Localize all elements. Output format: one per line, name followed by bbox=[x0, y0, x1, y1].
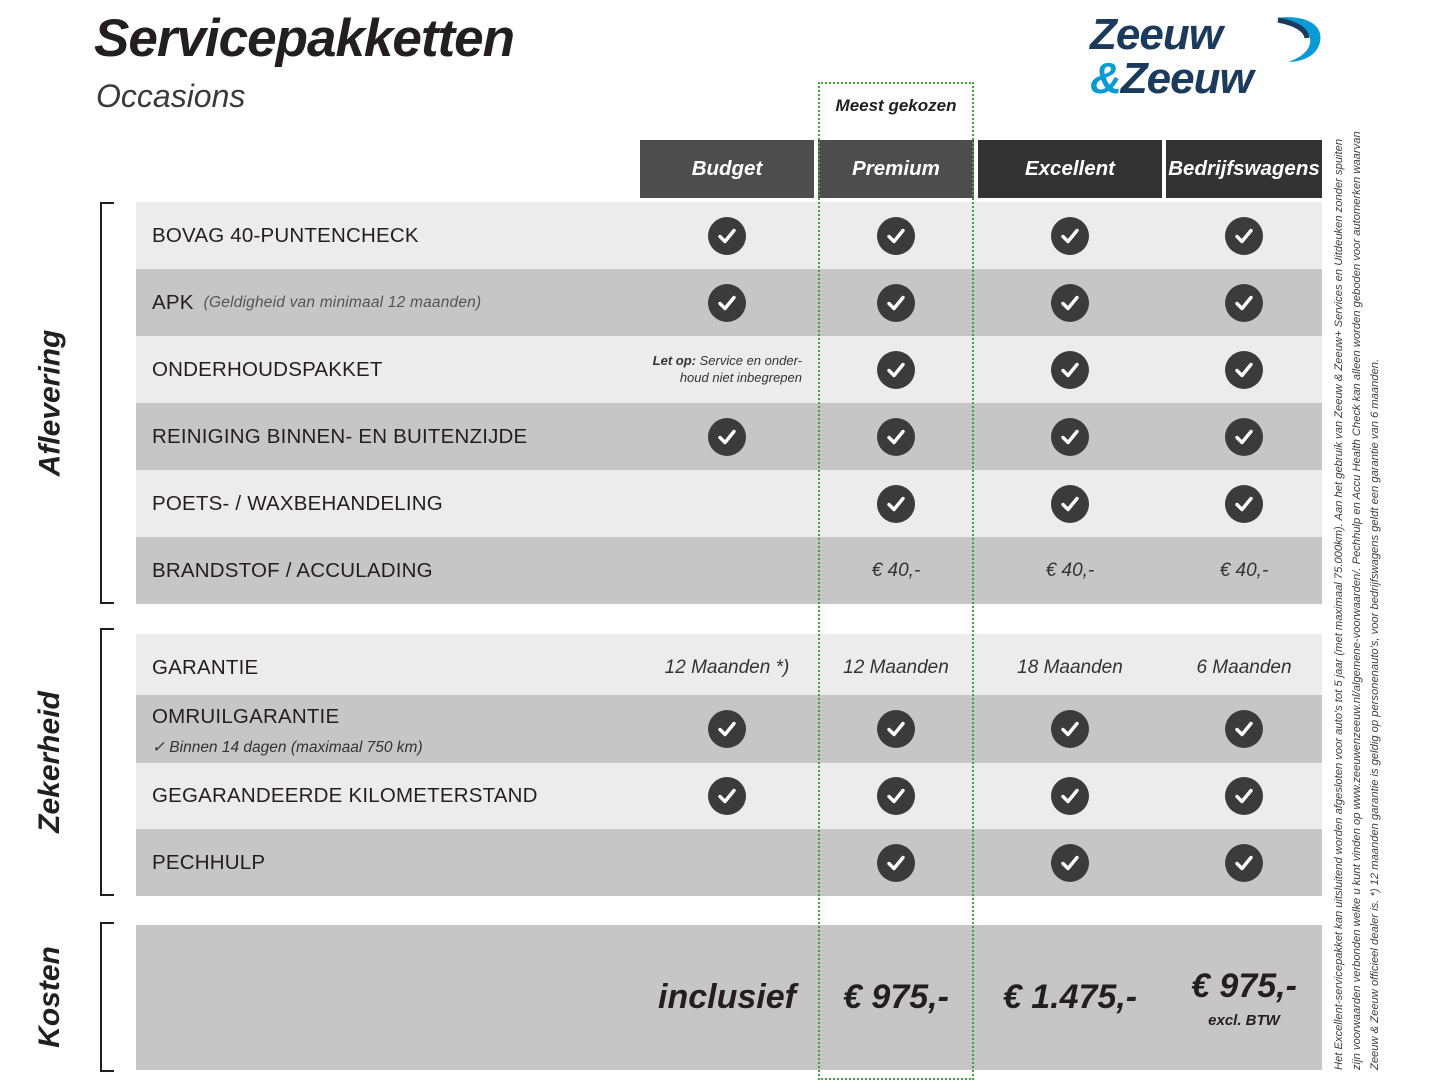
column-header-excellent: Excellent bbox=[978, 140, 1162, 198]
table-row bbox=[136, 269, 1322, 336]
check-icon bbox=[708, 418, 746, 456]
cell-omruilgarantie-premium bbox=[818, 695, 974, 763]
cell-onderhoudspakket-excellent bbox=[978, 336, 1162, 403]
cell-garantie-bedrijfswagens: 6 Maanden bbox=[1196, 656, 1292, 678]
check-icon bbox=[1225, 777, 1263, 815]
table-row bbox=[136, 634, 1322, 701]
check-icon bbox=[708, 777, 746, 815]
cell-reiniging-excellent bbox=[978, 403, 1162, 470]
cell-pechhulp-budget bbox=[640, 829, 814, 896]
check-icon bbox=[1051, 710, 1089, 748]
check-icon bbox=[1225, 351, 1263, 389]
row-sub-omruilgarantie: ✓ Binnen 14 dagen (maximaal 750 km) bbox=[152, 739, 423, 756]
logo-text-zeeuw2: Zeeuw bbox=[1120, 54, 1253, 103]
check-icon bbox=[1051, 844, 1089, 882]
price-premium bbox=[818, 925, 974, 1070]
section-label-zekerheid bbox=[0, 628, 100, 896]
cell-omruilgarantie-excellent bbox=[978, 695, 1162, 763]
cell-poets-premium bbox=[818, 470, 974, 537]
page-title: Servicepakketten bbox=[94, 9, 515, 68]
check-icon bbox=[1225, 418, 1263, 456]
note-strong: Let op: bbox=[652, 353, 696, 369]
cell-onderhoudspakket-premium bbox=[818, 336, 974, 403]
table-row bbox=[136, 202, 1322, 269]
row-sub-apk: (Geldigheid van minimaal 12 maanden) bbox=[203, 293, 482, 311]
price-bedrijfswagens bbox=[1166, 925, 1322, 1070]
check-icon bbox=[1051, 777, 1089, 815]
price-premium-value: € 975,- bbox=[843, 978, 949, 1016]
budget-onderhoud-note bbox=[640, 353, 814, 386]
cell-apk-budget bbox=[640, 269, 814, 336]
price-excellent-value: € 1.475,- bbox=[1002, 978, 1138, 1016]
logo-text-line1: Zeeuw bbox=[1090, 10, 1222, 59]
cell-kilometerstand-premium bbox=[818, 763, 974, 829]
check-icon bbox=[877, 710, 915, 748]
check-icon bbox=[877, 418, 915, 456]
cell-omruilgarantie-budget bbox=[640, 695, 814, 763]
logo-ampersand: & bbox=[1090, 54, 1121, 103]
cell-onderhoudspakket-bedrijfswagens bbox=[1166, 336, 1322, 403]
check-icon bbox=[1051, 485, 1089, 523]
check-icon bbox=[1225, 844, 1263, 882]
check-icon bbox=[708, 710, 746, 748]
table-row bbox=[136, 336, 1322, 403]
cell-bovag-excellent bbox=[978, 202, 1162, 269]
cell-brandstof-excellent: € 40,- bbox=[1045, 559, 1095, 581]
row-label-onderhoudspakket: ONDERHOUDSPAKKET bbox=[152, 357, 383, 381]
cell-brandstof-budget bbox=[640, 537, 814, 604]
row-label-bovag: BOVAG 40-PUNTENCHECK bbox=[152, 223, 419, 247]
check-icon bbox=[1051, 351, 1089, 389]
cell-poets-bedrijfswagens bbox=[1166, 470, 1322, 537]
check-icon bbox=[1051, 418, 1089, 456]
table-row bbox=[136, 695, 1322, 763]
section-label-aflevering-text: Aflevering bbox=[33, 329, 66, 477]
row-label-garantie: GARANTIE bbox=[152, 655, 259, 679]
check-icon bbox=[877, 351, 915, 389]
row-label-brandstof: BRANDSTOF / ACCULADING bbox=[152, 558, 433, 582]
cell-pechhulp-excellent bbox=[978, 829, 1162, 896]
check-icon bbox=[1051, 284, 1089, 322]
cell-kilometerstand-excellent bbox=[978, 763, 1162, 829]
cell-omruilgarantie-bedrijfswagens bbox=[1166, 695, 1322, 763]
check-icon bbox=[877, 485, 915, 523]
row-label-pechhulp: PECHHULP bbox=[152, 850, 266, 874]
most-chosen-label: Meest gekozen bbox=[835, 96, 957, 115]
check-icon bbox=[877, 777, 915, 815]
cell-garantie-premium: 12 Maanden bbox=[843, 656, 949, 678]
check-icon bbox=[708, 284, 746, 322]
page-subtitle: Occasions bbox=[96, 78, 246, 114]
cell-reiniging-budget bbox=[640, 403, 814, 470]
cell-brandstof-bedrijfswagens: € 40,- bbox=[1219, 559, 1269, 581]
legal-text: Het Excellent-servicepakket kan uitsluitend worden afgesloten voor auto's tot 5 jaar (met maximaal 75.000km). Aan het gebruik van Zeeuw & Zeeuw+ Services en Uitdeuken zonder spuiten zijn voorwaarden verbonden welke u kunt vinden op www.zeeuwenzeeuw.nl/algemene-voorwaarden/. Pechhulp en Accu Health Check kan alleen worden geboden voor automerken waarvan Zeeuw & Zeeuw officieel dealer is. *) 12 maanden garantie is geldig op personenauto's, voor bedrijfswagens geldt een garantie van 6 maanden. bbox=[1333, 131, 1382, 1070]
row-label-apk: APK (Geldigheid van minimaal 12 maanden) bbox=[152, 290, 482, 314]
cell-pechhulp-bedrijfswagens bbox=[1166, 829, 1322, 896]
table-row bbox=[136, 403, 1322, 470]
cell-brandstof-premium: € 40,- bbox=[871, 559, 921, 581]
section-label-aflevering bbox=[0, 202, 100, 604]
section-label-kosten bbox=[0, 922, 100, 1072]
section-bracket-kosten bbox=[100, 922, 114, 1072]
section-bracket-aflevering bbox=[100, 202, 114, 604]
check-icon bbox=[1225, 710, 1263, 748]
cell-apk-excellent bbox=[978, 269, 1162, 336]
cell-onderhoudspakket-budget bbox=[640, 336, 814, 403]
check-icon bbox=[877, 284, 915, 322]
table-row bbox=[136, 537, 1322, 604]
row-label-poets: POETS- / WAXBEHANDELING bbox=[152, 491, 443, 515]
row-label-kilometerstand: GEGARANDEERDE KILOMETERSTAND bbox=[152, 784, 538, 807]
check-icon bbox=[877, 844, 915, 882]
row-label-reiniging: REINIGING BINNEN- EN BUITENZIJDE bbox=[152, 424, 528, 448]
cell-reiniging-premium bbox=[818, 403, 974, 470]
price-excellent bbox=[978, 925, 1162, 1070]
cell-apk-bedrijfswagens bbox=[1166, 269, 1322, 336]
cell-apk-premium bbox=[818, 269, 974, 336]
cell-poets-excellent bbox=[978, 470, 1162, 537]
cell-kilometerstand-bedrijfswagens bbox=[1166, 763, 1322, 829]
section-bracket-zekerheid bbox=[100, 628, 114, 896]
price-bedrijfswagens-note: excl. BTW bbox=[1208, 1011, 1280, 1029]
section-label-zekerheid-text: Zekerheid bbox=[33, 691, 67, 833]
note-text: Service en onder-houd niet inbegrepen bbox=[679, 353, 802, 385]
table-row bbox=[136, 829, 1322, 896]
row-label-omruilgarantie: OMRUILGARANTIE bbox=[152, 705, 340, 728]
section-label-kosten-text: Kosten bbox=[33, 946, 66, 1048]
cell-poets-budget bbox=[640, 470, 814, 537]
check-icon bbox=[1225, 217, 1263, 255]
check-icon bbox=[1225, 284, 1263, 322]
table-row bbox=[136, 763, 1322, 829]
column-header-premium: Premium bbox=[818, 140, 974, 198]
check-icon bbox=[1051, 217, 1089, 255]
cell-garantie-excellent: 18 Maanden bbox=[1017, 656, 1123, 678]
cell-kilometerstand-budget bbox=[640, 763, 814, 829]
cell-bovag-premium bbox=[818, 202, 974, 269]
price-budget bbox=[640, 925, 814, 1070]
cell-bovag-bedrijfswagens bbox=[1166, 202, 1322, 269]
table-row bbox=[136, 470, 1322, 537]
price-bedrijfswagens-value: € 975,- bbox=[1191, 966, 1297, 1005]
column-header-budget: Budget bbox=[640, 140, 814, 198]
cell-reiniging-bedrijfswagens bbox=[1166, 403, 1322, 470]
price-budget-value: inclusief bbox=[658, 978, 796, 1016]
check-icon bbox=[1225, 485, 1263, 523]
cell-bovag-budget bbox=[640, 202, 814, 269]
cell-pechhulp-premium bbox=[818, 829, 974, 896]
check-icon bbox=[708, 217, 746, 255]
check-icon bbox=[877, 217, 915, 255]
column-header-bedrijfswagens: Bedrijfswagens bbox=[1166, 140, 1322, 198]
cell-garantie-budget: 12 Maanden *) bbox=[664, 656, 790, 678]
